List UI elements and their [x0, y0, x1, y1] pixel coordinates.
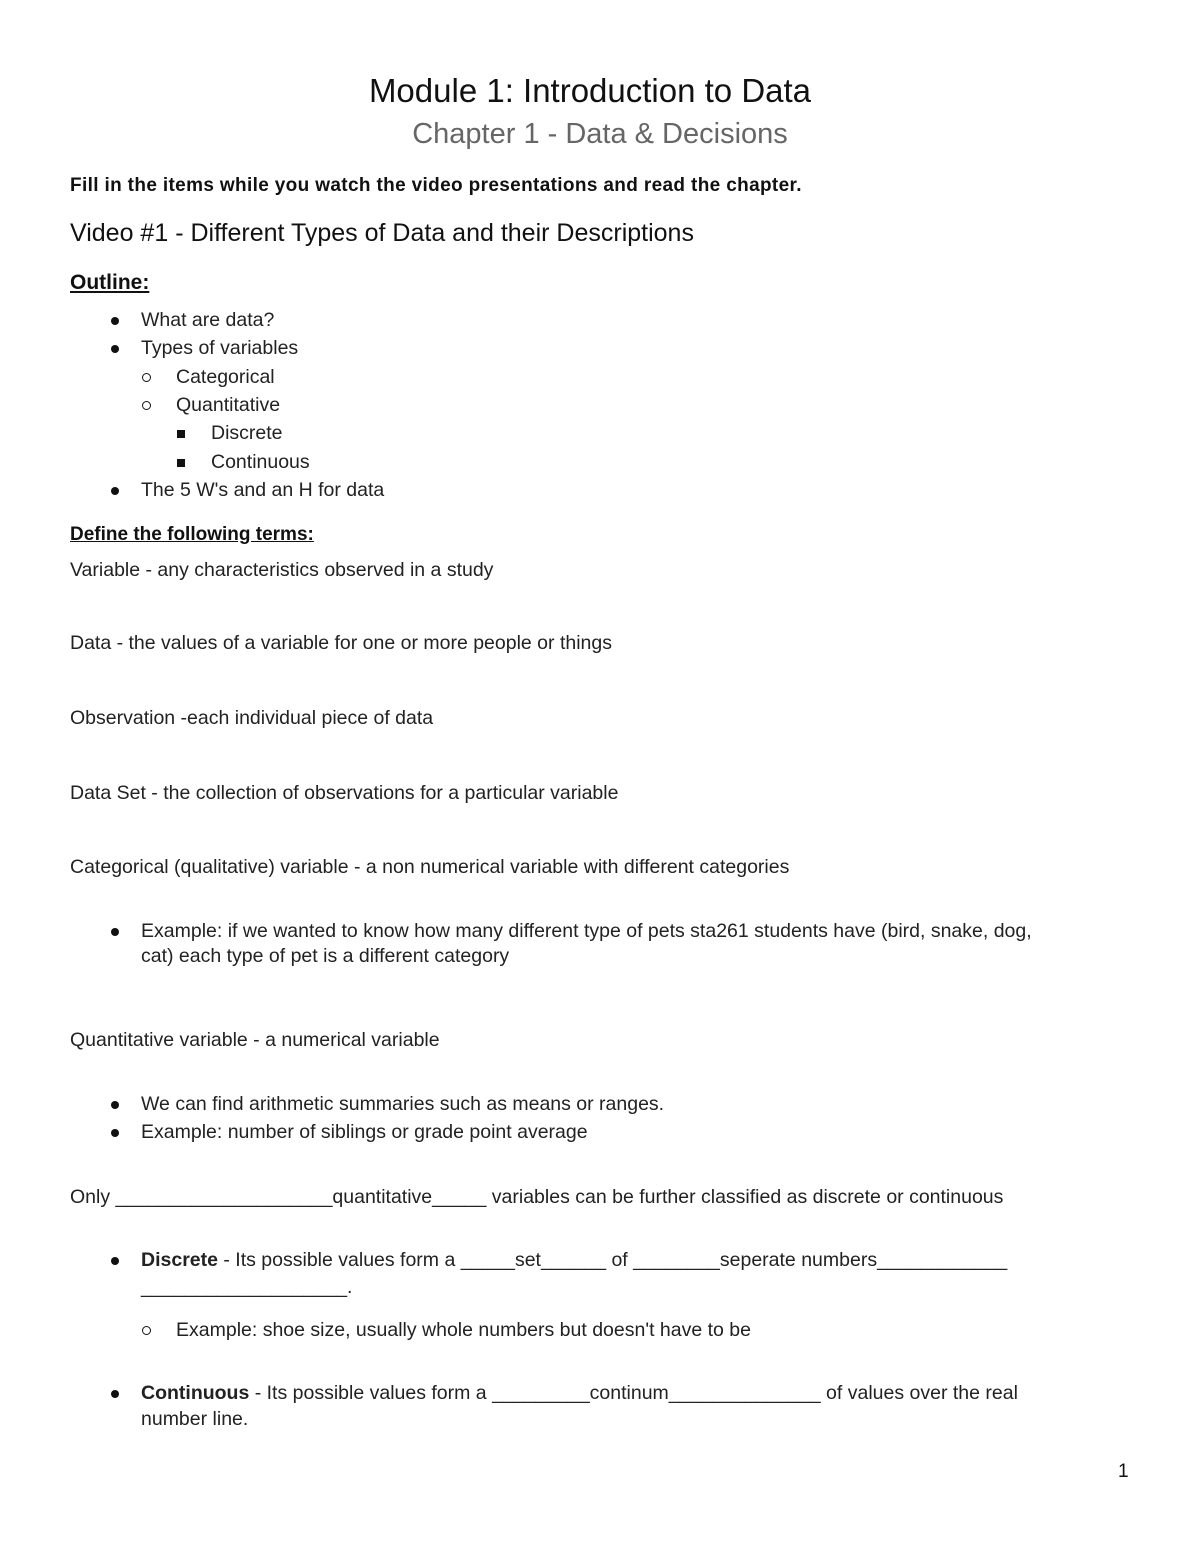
outline-item: Continuous	[211, 451, 310, 473]
instructions: Fill in the items while you watch the video presentations and read the chapter.	[70, 175, 802, 196]
term-data-set: Data Set - the collection of observations for a particular variable	[70, 782, 619, 804]
discrete-line1	[141, 1249, 1007, 1272]
continuous-line1	[141, 1382, 1018, 1405]
term-observation: Observation -each individual piece of data	[70, 707, 434, 729]
circle-bullet-icon	[142, 401, 151, 410]
outline-heading: Outline:	[70, 271, 150, 294]
page-number: 1	[1118, 1461, 1129, 1482]
bullet-icon	[111, 487, 119, 495]
bullet-icon	[111, 1257, 119, 1265]
bullet-icon	[111, 1390, 119, 1398]
term-categorical: Categorical (qualitative) variable - a non numerical variable with different categories	[70, 856, 790, 878]
define-heading: Define the following terms:	[70, 524, 314, 545]
quantitative-bullet: We can find arithmetic summaries such as means or ranges.	[141, 1093, 665, 1115]
outline-item: Categorical	[176, 366, 275, 388]
discrete-text: - Its possible values form a _____set______ of ________seperate numbers____________	[217, 1249, 1008, 1271]
discrete-example: Example: shoe size, usually whole numbers but doesn't have to be	[176, 1319, 751, 1341]
bullet-icon	[111, 1101, 119, 1109]
categorical-example-line1: Example: if we wanted to know how many different type of pets sta261 students have (bird, snake, dog,	[141, 920, 1032, 942]
circle-bullet-icon	[142, 1326, 151, 1335]
square-bullet-icon	[177, 459, 185, 467]
outline-item: Discrete	[211, 422, 283, 444]
term-quantitative: Quantitative variable - a numerical variable	[70, 1029, 440, 1051]
continuous-text: - Its possible values form a _________continum______________ of values over the real	[249, 1382, 1018, 1404]
discrete-label: Discrete	[141, 1249, 218, 1271]
bullet-icon	[111, 317, 119, 325]
page-title: Module 1: Introduction to Data	[368, 72, 812, 109]
bullet-icon	[111, 345, 119, 353]
square-bullet-icon	[177, 430, 185, 438]
outline-item: Quantitative	[176, 394, 281, 416]
quantitative-bullet: Example: number of siblings or grade point average	[141, 1121, 588, 1143]
term-variable: Variable - any characteristics observed in a study	[70, 559, 494, 581]
continuous-line2: number line.	[141, 1408, 249, 1430]
chapter-subtitle: Chapter 1 - Data & Decisions	[412, 118, 788, 150]
video-heading: Video #1 - Different Types of Data and their Descriptions	[70, 219, 694, 247]
categorical-example-line2: cat) each type of pet is a different category	[141, 945, 510, 967]
discrete-line2: ___________________.	[141, 1276, 353, 1298]
only-fill-in-line: Only ____________________quantitative_____ variables can be further classified as discrete or continuous	[70, 1186, 1004, 1208]
outline-item: Types of variables	[141, 337, 299, 359]
outline-item: What are data?	[141, 309, 275, 331]
continuous-label: Continuous	[141, 1382, 250, 1404]
bullet-icon	[111, 928, 119, 936]
outline-item: The 5 W's and an H for data	[141, 479, 385, 501]
bullet-icon	[111, 1129, 119, 1137]
circle-bullet-icon	[142, 373, 151, 382]
term-data: Data - the values of a variable for one or more people or things	[70, 632, 612, 654]
